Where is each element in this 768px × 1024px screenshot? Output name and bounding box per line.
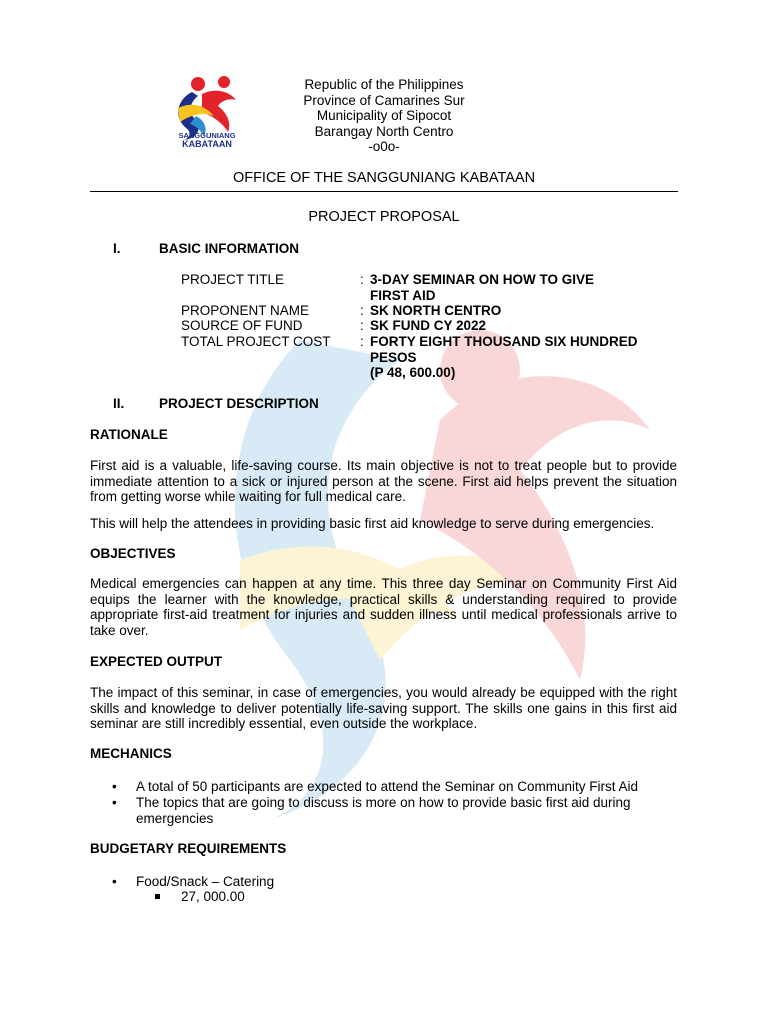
budget-item-amount: 27, 000.00 [181,889,245,904]
info-value-project-title: 3-DAY SEMINAR ON HOW TO GIVE FIRST AID [370,272,595,303]
section-number: II. [113,396,125,411]
heading-budgetary-requirements: BUDGETARY REQUIREMENTS [90,841,287,856]
info-label-total-cost: TOTAL PROJECT COST [181,334,331,349]
heading-rationale: RATIONALE [90,427,168,442]
mechanics-bullet-1 [112,779,677,795]
bullet-icon: • [112,795,117,810]
info-value-total-cost: FORTY EIGHT THOUSAND SIX HUNDRED PESOS [370,334,638,365]
bullet-icon: • [112,779,117,794]
bullet-icon: • [112,874,117,889]
section-number: I. [113,241,121,256]
section-title: PROJECT DESCRIPTION [159,396,319,411]
section-title: BASIC INFORMATION [159,241,299,256]
header-rule [90,191,678,192]
heading-mechanics: MECHANICS [90,746,172,761]
header-country: Republic of the Philippines [304,77,464,92]
letterhead [0,77,768,155]
header-municipality: Municipality of Sipocot [316,108,452,123]
info-label-proponent: PROPONENT NAME [181,303,310,318]
mechanics-bullet-text: A total of 50 participants are expected to attend the Seminar on Community First Aid [136,779,639,794]
logo-caption-line2: KABATAAN [182,139,232,149]
logo-caption-line1: SANGGUNIANG [178,131,236,140]
info-label-source-of-fund: SOURCE OF FUND [181,318,303,333]
expected-output-paragraph: The impact of this seminar, in case of emergencies, you would already be equipped with the right skills and knowledge to deliver potentially life-saving support. The skills one gains in this first aid seminar are still incredibly essential, even outside the workplace. [90,685,677,731]
info-colon: : [360,334,364,349]
header-barangay: Barangay North Centro [314,123,454,139]
budget-item-amount-row [155,889,245,904]
info-label-project-title: PROJECT TITLE [181,272,285,287]
mechanics-bullet-2 [112,795,677,826]
heading-expected-output: EXPECTED OUTPUT [90,654,223,669]
budget-item [112,874,677,890]
square-bullet-icon [155,894,160,899]
info-value-total-cost-amount: (P 48, 600.00) [370,365,456,380]
header-separator: -o0o- [368,139,400,154]
info-colon: : [360,318,364,333]
header-province: Province of Camarines Sur [303,92,465,108]
heading-objectives: OBJECTIVES [90,546,176,561]
info-colon: : [360,303,364,318]
objectives-paragraph: Medical emergencies can happen at any time. This three day Seminar on Community First Aid equips the learner with the knowledge, practical skills & understanding required to provide appropriate first-aid treatment for injuries and sudden illness until medical professionals arrive to take over. [90,576,677,638]
budget-item-label: Food/Snack – Catering [136,874,275,889]
mechanics-bullet-text: The topics that are going to discuss is more on how to provide basic first aid during emergencies [136,795,631,826]
info-value-proponent: SK NORTH CENTRO [370,303,502,318]
info-colon: : [360,272,364,287]
office-title: OFFICE OF THE SANGGUNIANG KABATAAN [232,170,536,186]
rationale-paragraph-1: First aid is a valuable, life-saving course. Its main objective is not to treat people but to provide immediate attention to a sick or injured person at the scene. First aid helps prevent the situation from getting worse while waiting for full medical care. [90,458,677,504]
document-title: PROJECT PROPOSAL [308,209,460,225]
info-value-source-of-fund: SK FUND CY 2022 [370,318,487,333]
rationale-paragraph-2: This will help the attendees in providing basic first aid knowledge to serve during emergencies. [90,516,655,531]
